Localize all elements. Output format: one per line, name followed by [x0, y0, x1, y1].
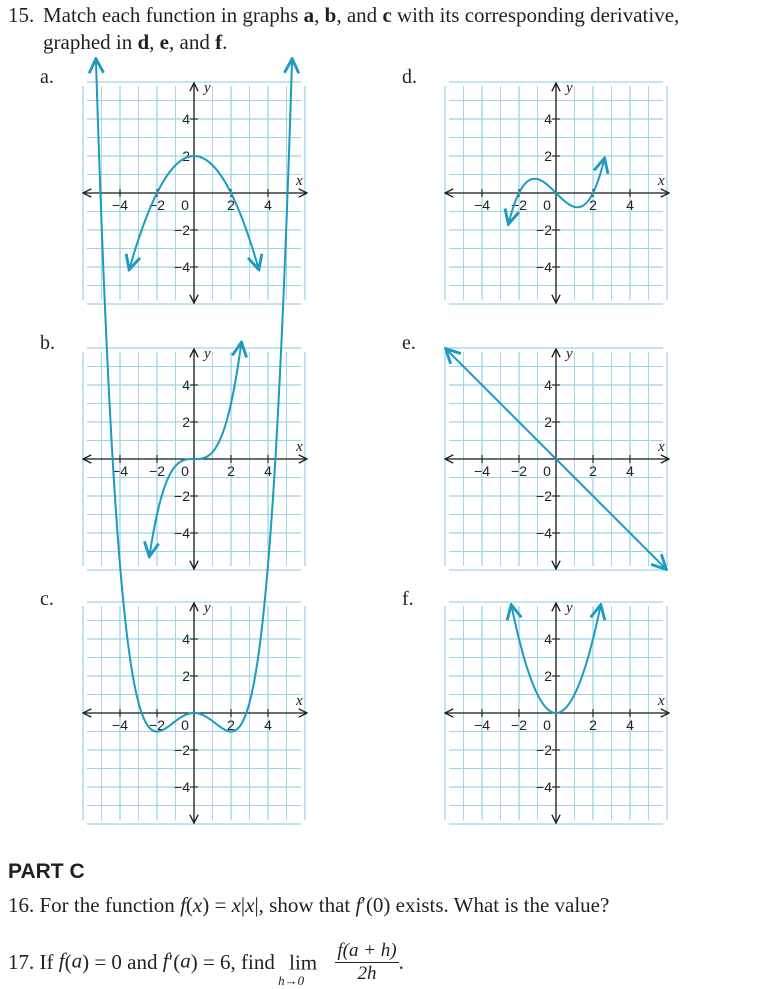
- x-tick-label: 0: [543, 717, 551, 733]
- y-tick-label: 4: [544, 631, 552, 647]
- x-tick-label: −2: [149, 717, 165, 733]
- x-axis-label: x: [296, 693, 303, 709]
- x-tick-label: −2: [149, 463, 165, 479]
- problem-17: 17. If f(a) = 0 and f′(a) = 6, find lim h→0 $\frac{f(a + h)}{2h}$ .: [8, 940, 404, 989]
- problem-15-line-2: graphed in d, e, and f.: [43, 30, 228, 54]
- graph-c: [80, 600, 310, 826]
- graph-a: [80, 80, 310, 306]
- x-tick-label: 2: [589, 463, 597, 479]
- graph-e: [442, 346, 672, 572]
- y-tick-label: −2: [174, 222, 190, 238]
- y-axis-label: y: [566, 600, 573, 616]
- x-axis-label: x: [658, 693, 665, 709]
- x-tick-label: −4: [474, 717, 490, 733]
- y-tick-label: 4: [544, 377, 552, 393]
- y-tick-label: 4: [182, 631, 190, 647]
- y-tick-label: 4: [182, 377, 190, 393]
- y-tick-label: −4: [536, 259, 552, 275]
- y-tick-label: 2: [544, 668, 552, 684]
- x-tick-label: −4: [474, 197, 490, 213]
- y-tick-label: 2: [544, 414, 552, 430]
- x-tick-label: −4: [474, 463, 490, 479]
- y-tick-label: −4: [536, 525, 552, 541]
- y-tick-label: −4: [174, 259, 190, 275]
- x-tick-label: −4: [112, 197, 128, 213]
- x-tick-label: 2: [227, 463, 235, 479]
- y-tick-label: −2: [174, 488, 190, 504]
- function-curve: [150, 344, 242, 555]
- limit-fraction: [335, 940, 398, 985]
- y-tick-label: 2: [182, 414, 190, 430]
- problem-15-line-1: Match each function in graphs a, b, and c with its corresponding derivative,: [43, 3, 680, 27]
- limit-operator: lim h→0: [278, 950, 318, 989]
- y-tick-label: −2: [536, 488, 552, 504]
- x-tick-label: 2: [589, 197, 597, 213]
- y-tick-label: −4: [174, 525, 190, 541]
- x-axis-label: x: [658, 173, 665, 189]
- limit-subscript: h→0: [278, 973, 305, 989]
- x-tick-label: 2: [227, 717, 235, 733]
- x-tick-label: 4: [626, 717, 634, 733]
- x-tick-label: 4: [264, 463, 272, 479]
- x-tick-label: −2: [149, 197, 165, 213]
- y-tick-label: −2: [174, 742, 190, 758]
- x-tick-label: −2: [511, 197, 527, 213]
- fraction-denominator: 2h: [357, 963, 377, 984]
- x-tick-label: 0: [543, 463, 551, 479]
- graph-label-f: f.: [402, 588, 414, 610]
- x-tick-label: 0: [181, 717, 189, 733]
- graph-label-a: a.: [40, 66, 54, 88]
- graph-d: [442, 80, 672, 306]
- x-tick-label: 2: [227, 197, 235, 213]
- x-tick-label: 0: [181, 197, 189, 213]
- x-tick-label: 4: [264, 717, 272, 733]
- x-tick-label: 4: [626, 463, 634, 479]
- x-tick-label: −4: [112, 717, 128, 733]
- problem-number: 17.: [8, 950, 35, 974]
- x-axis-label: x: [296, 173, 303, 189]
- x-tick-label: −4: [112, 463, 128, 479]
- graph-f: [442, 600, 672, 826]
- y-tick-label: −4: [536, 779, 552, 795]
- x-tick-label: 0: [181, 463, 189, 479]
- problem-number: 15.: [8, 3, 35, 27]
- problem-number: 16.: [8, 893, 35, 917]
- y-axis-label: y: [566, 80, 573, 96]
- x-tick-label: 0: [543, 197, 551, 213]
- x-tick-label: 4: [264, 197, 272, 213]
- y-tick-label: 4: [182, 111, 190, 127]
- y-tick-label: 4: [544, 111, 552, 127]
- x-tick-label: 4: [626, 197, 634, 213]
- graph-label-c: c.: [40, 588, 54, 610]
- x-axis-label: x: [296, 439, 303, 455]
- graph-label-d: d.: [402, 66, 417, 88]
- fraction-numerator: f(a + h): [337, 940, 397, 961]
- problem-16: 16. For the function f(x) = x|x|, show that f′(0) exists. What is the value?: [8, 893, 610, 917]
- y-tick-label: 2: [182, 668, 190, 684]
- graph-label-b: b.: [40, 332, 55, 354]
- x-axis-label: x: [658, 439, 665, 455]
- x-tick-label: −2: [511, 463, 527, 479]
- y-axis-label: y: [566, 346, 573, 362]
- y-tick-label: −4: [174, 779, 190, 795]
- y-tick-label: 2: [544, 148, 552, 164]
- y-tick-label: −2: [536, 742, 552, 758]
- y-tick-label: 2: [182, 148, 190, 164]
- x-tick-label: 2: [589, 717, 597, 733]
- y-axis-label: y: [204, 346, 211, 362]
- y-tick-label: −2: [536, 222, 552, 238]
- y-axis-label: y: [204, 600, 211, 616]
- graph-label-e: e.: [402, 332, 416, 354]
- x-tick-label: −2: [511, 717, 527, 733]
- y-axis-label: y: [204, 80, 211, 96]
- part-c-heading: PART C: [8, 860, 85, 883]
